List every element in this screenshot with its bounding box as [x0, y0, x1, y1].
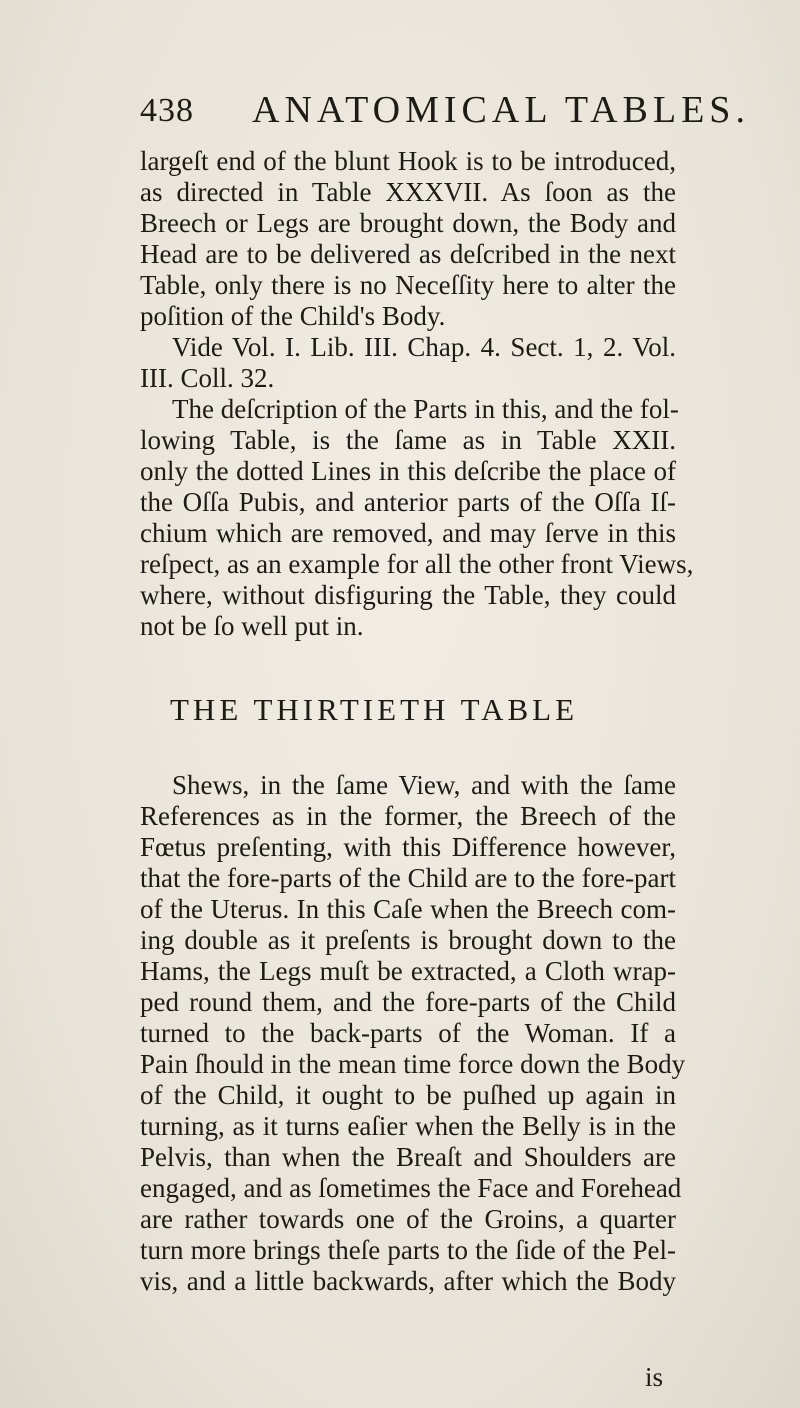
text-line: Pelvis, than when the Breaſt and Shoulders are	[140, 1142, 676, 1172]
page-header	[140, 88, 750, 134]
paragraph-continued	[140, 146, 676, 394]
text-line: turning, as it turns eaſier when the Belly is in the	[140, 1111, 676, 1141]
running-title: ANATOMICAL TABLES.	[252, 89, 750, 131]
text-line: Head are to be delivered as deſcribed in the next	[140, 239, 676, 269]
text-line: as directed in Table XXXVII. As ſoon as the	[140, 177, 676, 207]
text-line: reſpect, as an example for all the other front Views,	[140, 549, 694, 579]
section-heading: THE THIRTIETH TABLE	[170, 692, 579, 727]
text-line: are rather towards one of the Groins, a quarter	[140, 1204, 676, 1234]
text-line: where, without disfiguring the Table, they could	[140, 580, 676, 610]
text-line: chium which are removed, and may ſerve in this	[140, 518, 676, 548]
reference-line: III. Coll. 32.	[140, 363, 275, 393]
catchword: is	[645, 1362, 664, 1392]
text-line: lowing Table, is the ſame as in Table XXII.	[140, 425, 676, 455]
paragraph-description	[140, 394, 694, 642]
page-number: 438	[140, 92, 194, 129]
text-line: Fœtus preſenting, with this Difference however,	[140, 832, 676, 862]
text-line: only the dotted Lines in this deſcribe the place of	[140, 456, 676, 486]
text-line: Shews, in the ſame View, and with the ſame	[172, 770, 676, 800]
text-line: Breech or Legs are brought down, the Body and	[140, 208, 676, 238]
paragraph-thirtieth-table	[140, 770, 686, 1297]
text-line: vis, and a little backwards, after which the Body	[140, 1266, 676, 1296]
text-line: the Oſſa Pubis, and anterior parts of the Oſſa Iſ-	[140, 487, 676, 517]
text-line: References as in the former, the Breech of the	[140, 801, 676, 831]
reference-line: Vide Vol. I. Lib. III. Chap. 4. Sect. 1, 2. Vol.	[172, 332, 676, 362]
text-line: that the fore-parts of the Child are to the fore-part	[140, 863, 677, 893]
text-line: turned to the back-parts of the Woman. If a	[140, 1018, 676, 1048]
text-line: turn more brings theſe parts to the ſide of the Pel-	[140, 1235, 676, 1265]
text-line: Pain ſhould in the mean time force down the Body	[140, 1049, 686, 1079]
text-line: largeſt end of the blunt Hook is to be introduced,	[140, 146, 676, 176]
text-line: The deſcription of the Parts in this, and the fol-	[172, 394, 679, 424]
text-line: engaged, and as ſometimes the Face and Forehead	[140, 1173, 682, 1203]
text-line: of the Child, it ought to be puſhed up again in	[140, 1080, 676, 1110]
text-line: Hams, the Legs muſt be extracted, a Cloth wrap-	[140, 956, 676, 986]
text-line: of the Uterus. In this Caſe when the Breech com-	[140, 894, 676, 924]
text-line: ing double as it preſents is brought down to the	[140, 925, 676, 955]
text-line: not be ſo well put in.	[140, 611, 364, 641]
text-line: poſition of the Child's Body.	[140, 301, 446, 331]
text-line: Table, only there is no Neceſſity here to alter the	[140, 270, 676, 300]
text-line: ped round them, and the fore-parts of the Child	[140, 987, 676, 1017]
